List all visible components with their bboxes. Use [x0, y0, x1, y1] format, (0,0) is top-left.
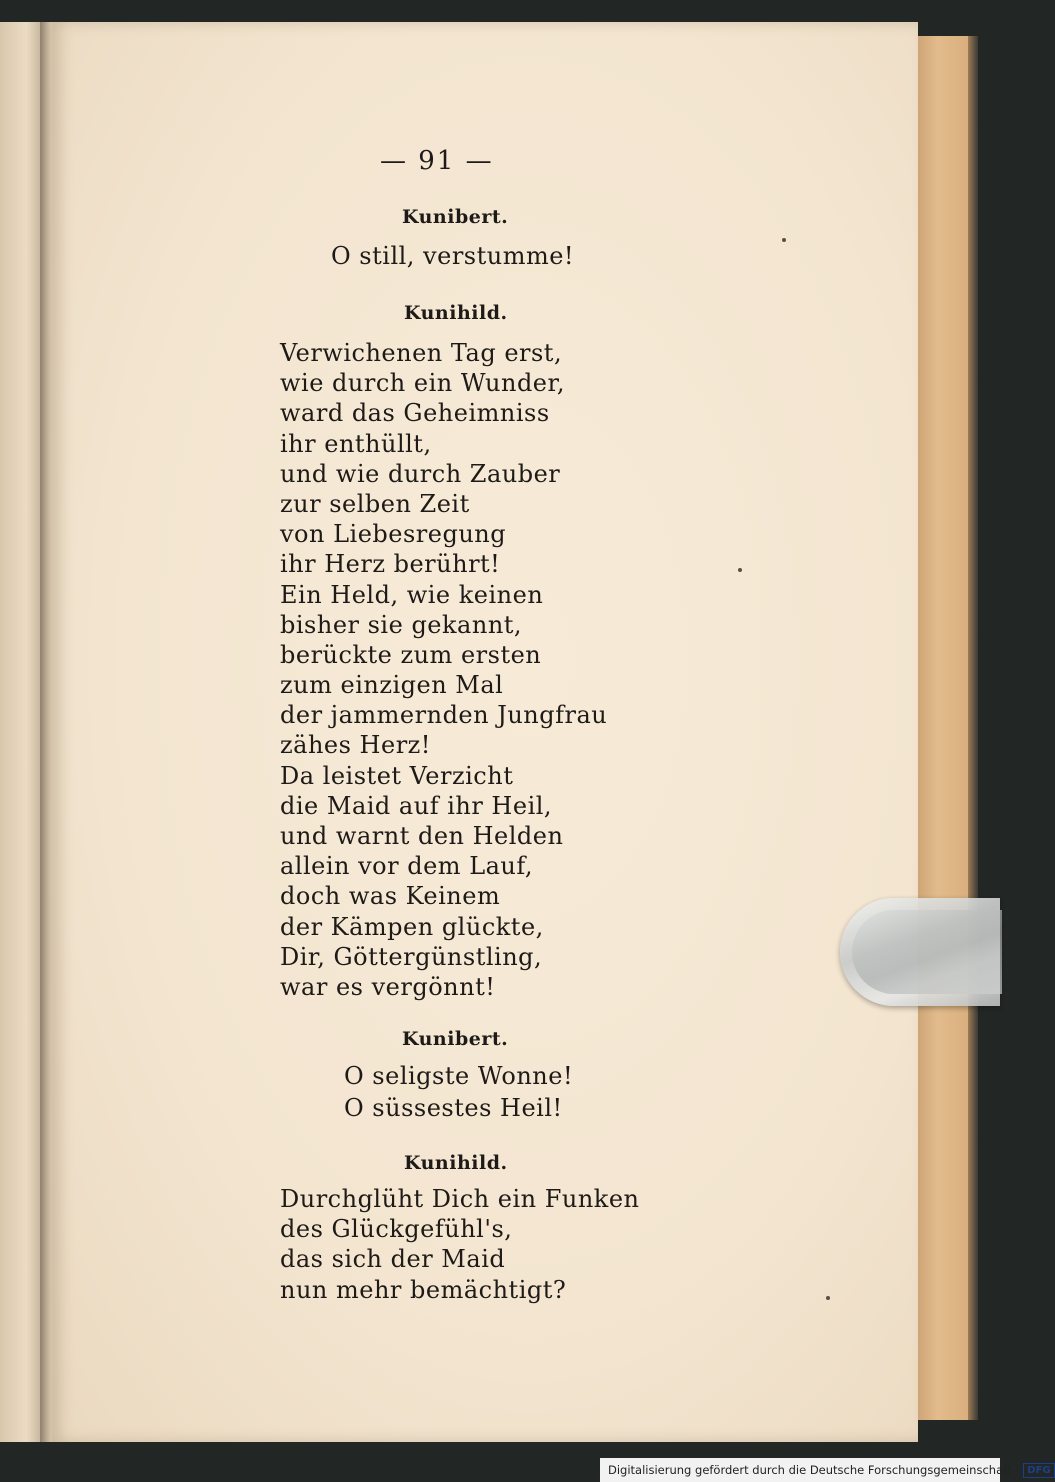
speaker-name: Kunihild. — [404, 302, 508, 324]
verse-line: zähes Herz! — [280, 731, 431, 760]
verse-line: Durchglüht Dich ein Funken — [280, 1185, 640, 1213]
verse-line: Verwichenen Tag erst, — [280, 339, 563, 367]
verse-line: des Glückgefühl's, — [280, 1215, 513, 1244]
verse-line: ihr Herz berührt! — [280, 550, 501, 579]
speaker-name: Kunihild. — [404, 1152, 508, 1174]
verse-line: zum einzigen Mal — [280, 671, 504, 700]
verse-line: nun mehr bemächtigt? — [280, 1275, 567, 1304]
cover-shadow — [968, 36, 978, 1420]
verse-line: O süssestes Heil! — [344, 1094, 563, 1122]
facing-page-edge — [0, 22, 44, 1442]
verse-line: und wie durch Zauber — [280, 459, 561, 488]
verse-line: O seligste Wonne! — [344, 1062, 574, 1090]
verse-line: zur selben Zeit — [280, 489, 470, 518]
verse-line: und warnt den Helden — [280, 822, 564, 850]
verse-line: Da leistet Verzicht — [280, 761, 514, 790]
verse-line: ward das Geheimniss — [280, 399, 550, 428]
paper-speck — [738, 568, 742, 572]
verse-line: der jammernden Jungfrau — [280, 701, 608, 730]
footer-text: Digitalisierung gefördert durch die Deutsche Forschungsgemeinschaft - — [608, 1463, 1020, 1477]
verse-line: doch was Keinem — [280, 882, 501, 911]
digitization-footer — [600, 1458, 1051, 1482]
page-number: — 91 — — [380, 146, 494, 176]
dfg-logo-icon: DFG — [1023, 1463, 1054, 1478]
verse-line: war es vergönnt! — [280, 972, 496, 1001]
speech-block-kunihild — [280, 1184, 639, 1305]
verse-line: allein vor dem Lauf, — [280, 852, 534, 881]
paper-speck — [826, 1296, 830, 1300]
book-cover-edge — [912, 36, 976, 1420]
verse-line: bisher sie gekannt, — [280, 610, 523, 639]
paper-clip-shadow — [852, 910, 1002, 994]
verse-line: ihr enthüllt, — [280, 429, 432, 458]
speaker-name: Kunibert. — [402, 1028, 509, 1050]
speaker-name: Kunibert. — [402, 206, 509, 228]
verse-line: Ein Held, wie keinen — [280, 580, 544, 609]
verse-line: wie durch ein Wunder, — [280, 369, 565, 398]
verse-line: die Maid auf ihr Heil, — [280, 791, 553, 820]
verse-line: das sich der Maid — [280, 1245, 506, 1274]
verse-line: Dir, Göttergünstling, — [280, 942, 543, 971]
verse-line: der Kämpen glückte, — [280, 912, 544, 941]
verse-line: von Liebesregung — [280, 520, 507, 549]
speech-block-kunibert — [344, 1060, 573, 1124]
verse-line: berückte zum ersten — [280, 640, 542, 669]
verse-line: O still, verstumme! — [331, 242, 575, 270]
speech-block-kunihild — [280, 338, 607, 1002]
paper-speck — [782, 238, 786, 242]
